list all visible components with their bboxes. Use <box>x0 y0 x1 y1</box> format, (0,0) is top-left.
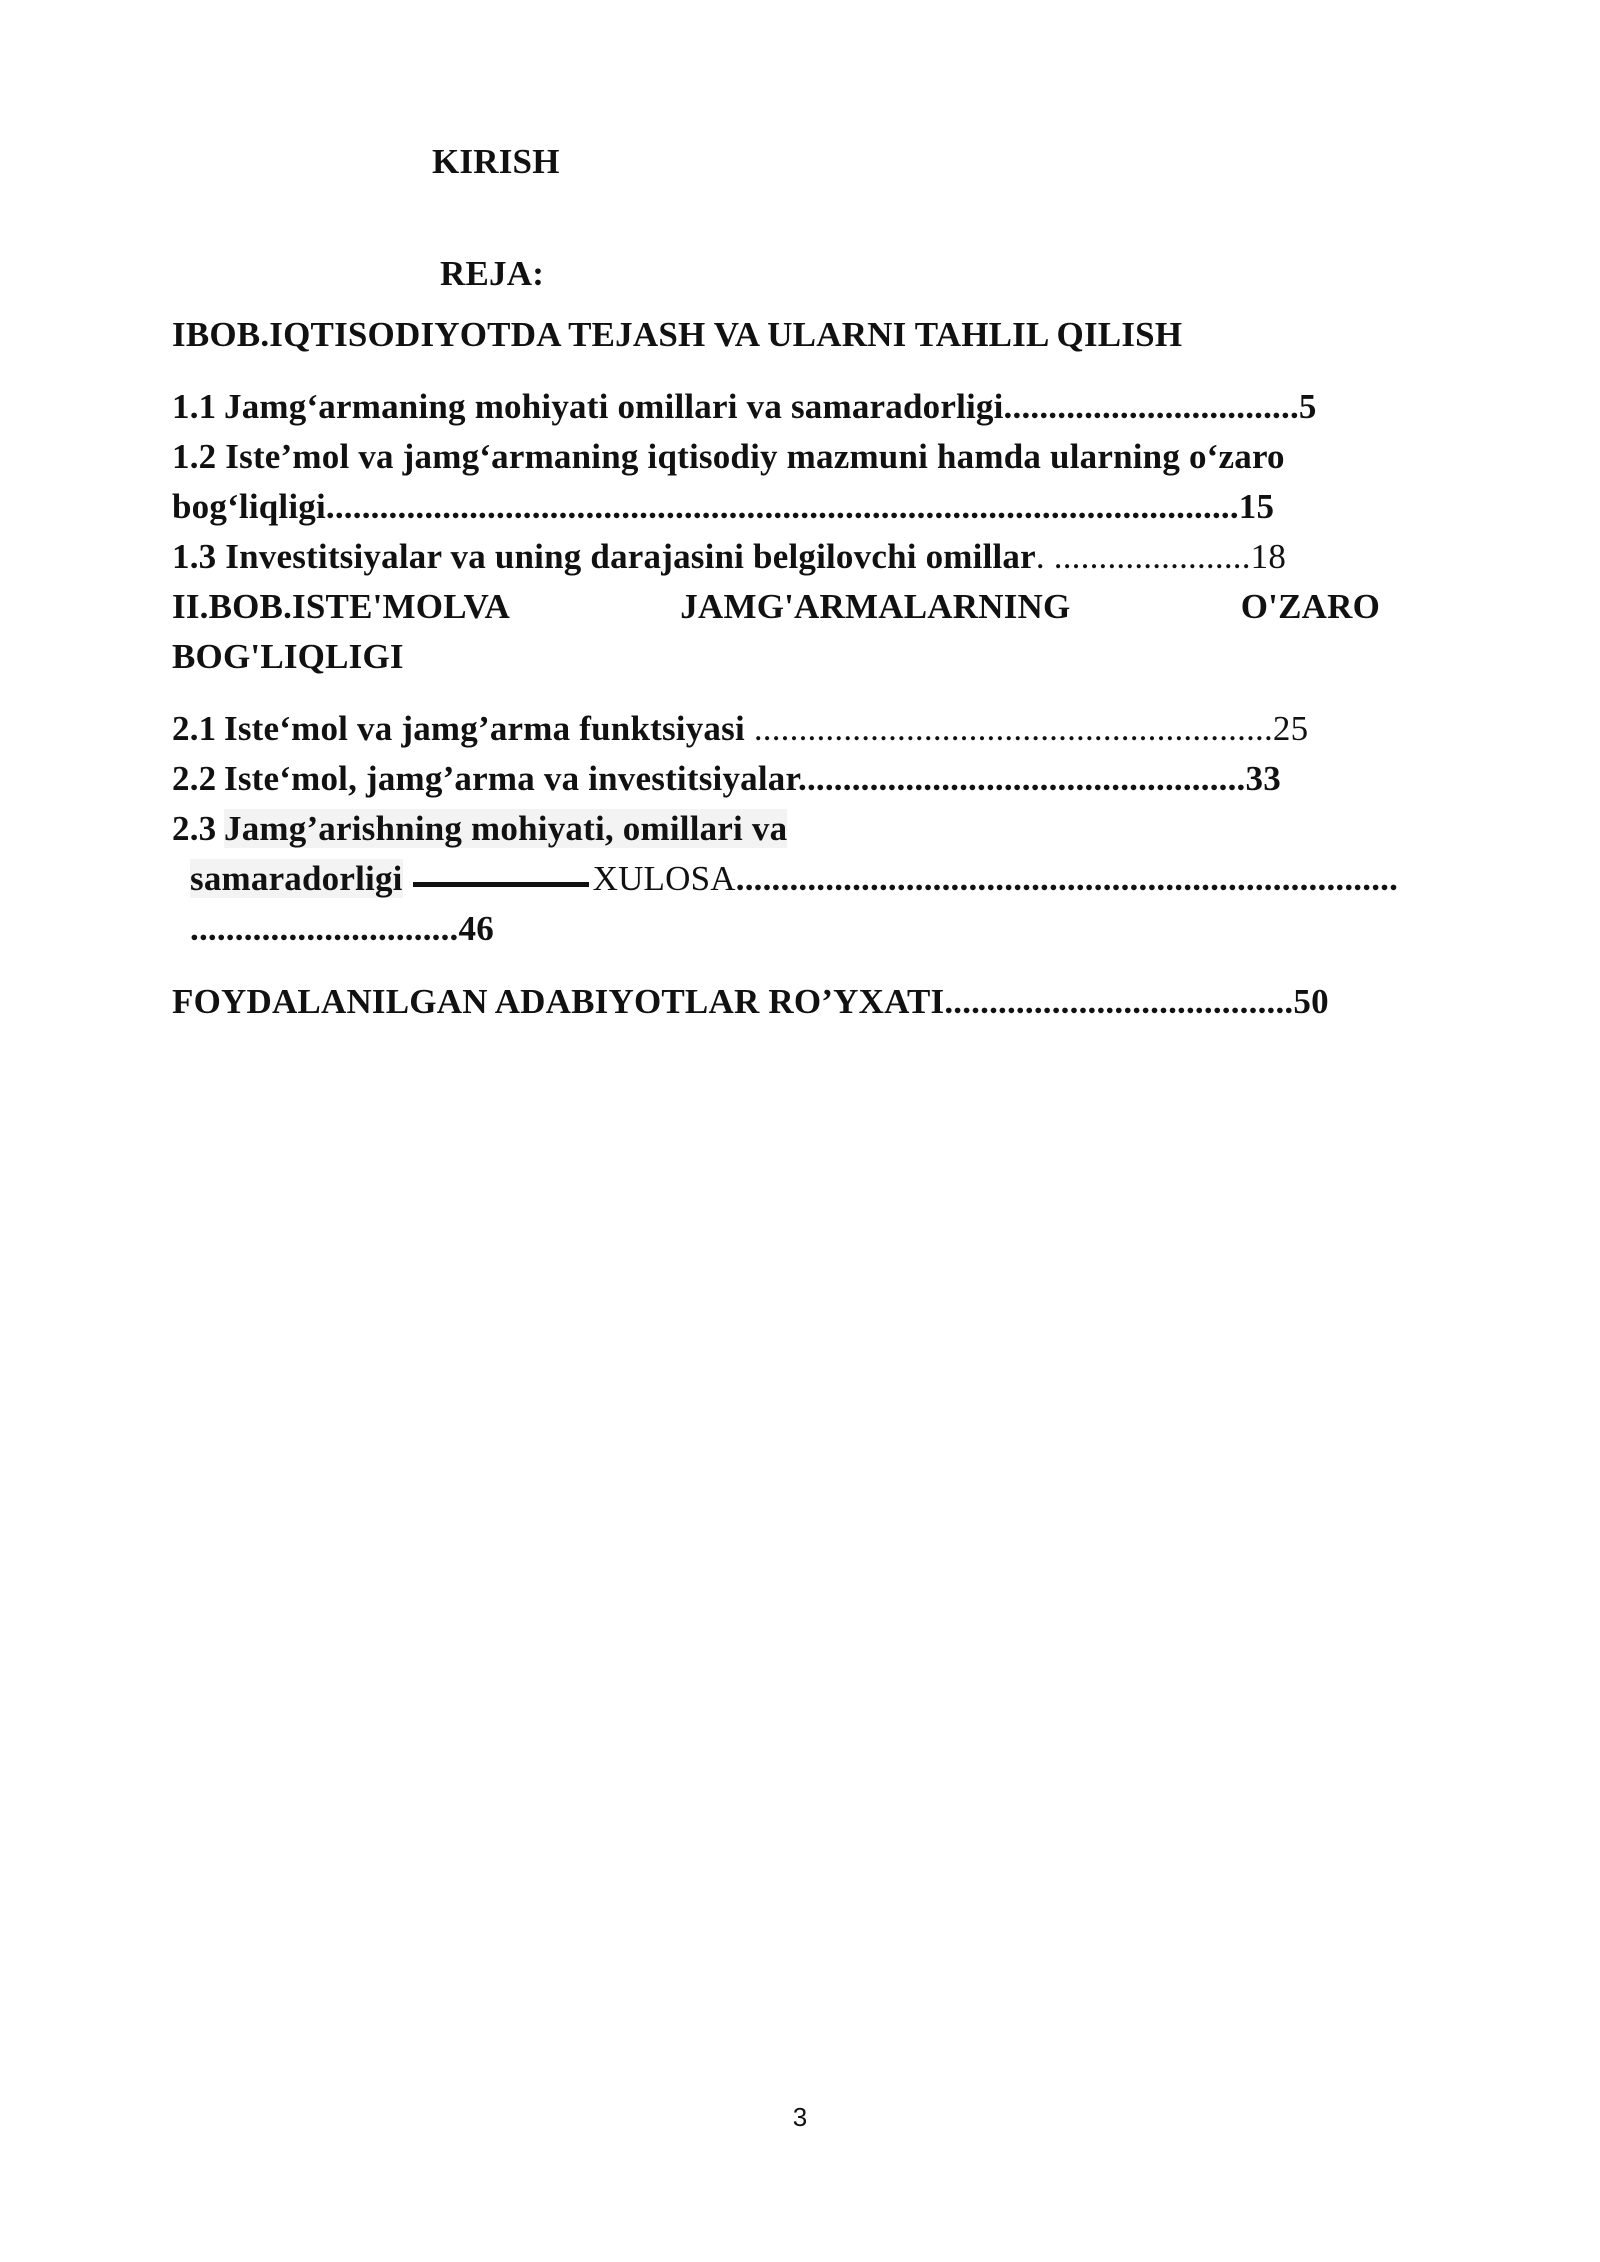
chapter-1-title: IBOB.IQTISODIYOTDA TEJASH VA ULARNI TAHLIL QILISH <box>172 315 1183 354</box>
toc-item-page: . ......................18 <box>1035 537 1287 576</box>
chapter-2-title-part: O'ZARO <box>1240 587 1380 626</box>
toc-item-text: samaradorligi <box>190 859 403 898</box>
chapter-2-title-part: JAMG'ARMALARNING <box>680 587 1071 626</box>
toc-item-text: Iste‘mol, jamg’arma va investitsiyalar..................................................33 <box>224 759 1281 798</box>
toc-item-text: 1.3 Investitsiyalar va uning darajasini belgilovchi omillar <box>172 537 1036 576</box>
toc-item-number: 2.3 <box>172 809 217 848</box>
heading-reja: REJA: <box>440 254 545 293</box>
toc-item-page: ..........................................................25 <box>744 709 1309 748</box>
chapter-2-title-part: II.BOB.ISTE'MOLVA <box>172 587 510 626</box>
toc-item-2-3-line2 <box>190 857 1398 901</box>
page-number: 3 <box>792 2102 808 2132</box>
toc-item-dots: .......................................................................... <box>735 859 1399 898</box>
toc-references: FOYDALANILGAN ADABIYOTLAR RO’YXATI.......................................50 <box>172 982 1329 1021</box>
toc-item-number: 2.1 <box>172 709 217 748</box>
toc-item-2-2 <box>172 757 1281 801</box>
toc-item-1-1 <box>172 385 1317 429</box>
toc-item-1-3 <box>172 535 1286 579</box>
toc-item-text: Iste‘mol va jamg’arma funktsiyasi <box>224 709 745 748</box>
toc-item-2-3-line3: ..............................46 <box>190 909 494 948</box>
toc-item-number: 2.2 <box>172 759 217 798</box>
toc-item-text: Jamg‘armaning mohiyati omillari va samaradorligi.................................5 <box>224 387 1317 426</box>
toc-item-1-2-line2: bog‘liqligi......................................................................................................15 <box>172 487 1275 526</box>
toc-item-2-1 <box>172 707 1308 751</box>
toc-item-2-3-line1 <box>172 807 787 851</box>
heading-xulosa: XULOSA <box>592 859 736 898</box>
toc-item-number: 1.1 <box>172 387 217 426</box>
chapter-2-title-line1 <box>172 585 1380 629</box>
chapter-2-title-line2: BOG'LIQLIGI <box>172 637 404 676</box>
heading-kirish: KIRISH <box>432 142 560 181</box>
toc-item-1-2-line1: 1.2 Iste’mol va jamg‘armaning iqtisodiy mazmuni hamda ularning o‘zaro <box>172 437 1285 476</box>
underline-rule <box>413 882 589 887</box>
toc-item-text: Jamg’arishning mohiyati, omillari va <box>224 809 788 848</box>
